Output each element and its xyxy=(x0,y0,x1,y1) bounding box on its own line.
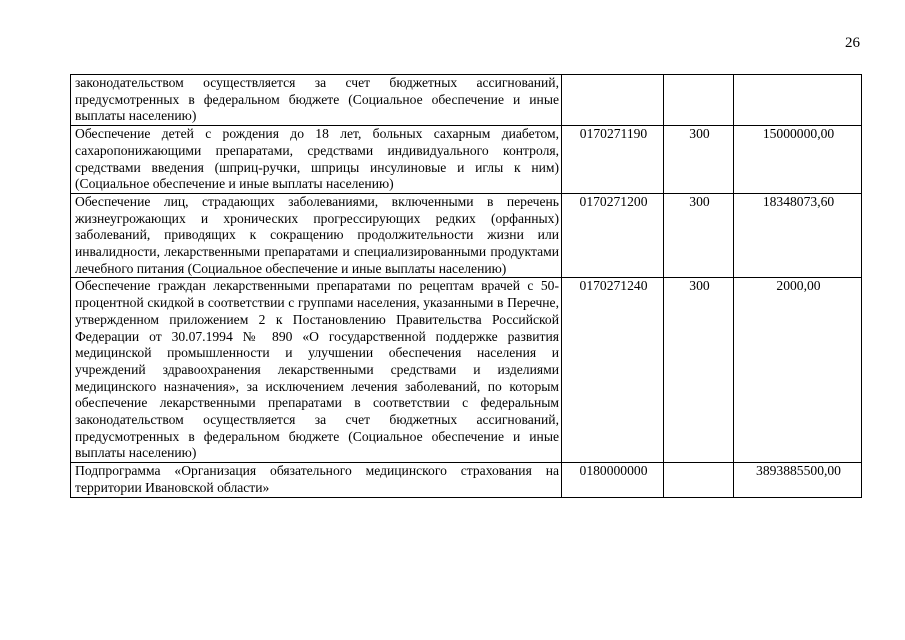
row-amount-cell: 3893885500,00 xyxy=(734,463,862,497)
row-name-cell: законодательством осуществляется за счет бюджетных ассигнований, предусмотренных в федеральном бюджете (Социальное обеспечение и иные выплаты населению) xyxy=(71,75,562,126)
row-code-cell: 0180000000 xyxy=(562,463,664,497)
row-expense-type-cell: 300 xyxy=(664,126,734,194)
row-name-cell: Обеспечение детей с рождения до 18 лет, больных сахарным диабетом, сахаропонижающими препаратами, средствами индивидуального контроля, средствами введения (шприц-ручки, шприцы инсулиновые и иглы к ним) (Социальное обеспечение и иные выплаты населению) xyxy=(71,126,562,194)
row-name-cell: Подпрограмма «Организация обязательного медицинского страхования на территории Ивановской области» xyxy=(71,463,562,497)
table-row xyxy=(71,463,862,497)
row-amount-cell: 15000000,00 xyxy=(734,126,862,194)
row-code-cell xyxy=(562,75,664,126)
row-expense-type-cell xyxy=(664,463,734,497)
budget-table xyxy=(70,74,862,498)
row-code-cell: 0170271200 xyxy=(562,193,664,278)
row-amount-cell xyxy=(734,75,862,126)
row-amount-cell: 2000,00 xyxy=(734,278,862,463)
row-expense-type-cell: 300 xyxy=(664,278,734,463)
row-code-cell: 0170271190 xyxy=(562,126,664,194)
table-row xyxy=(71,126,862,194)
table-row xyxy=(71,193,862,278)
table-row xyxy=(71,75,862,126)
page-number: 26 xyxy=(845,35,860,51)
row-amount-cell: 18348073,60 xyxy=(734,193,862,278)
table-row xyxy=(71,278,862,463)
row-name-cell: Обеспечение граждан лекарственными препаратами по рецептам врачей с 50-процентной скидкой в соответствии с группами населения, указанными в Перечне, утвержденном приложением 2 к Постановлению Правительства Российской Федерации от 30.07.1994 № 890 «О государственной поддержке развития медицинской промышленности и улучшении обеспечения населения и учреждений здравоохранения лекарственными средствами и изделиями медицинского назначения», за исключением лечения заболеваний, по которым обеспечение лекарственными препаратами в соответствии с федеральным законодательством осуществляется за счет бюджетных ассигнований, предусмотренных в федеральном бюджете (Социальное обеспечение и иные выплаты населению) xyxy=(71,278,562,463)
row-name-cell: Обеспечение лиц, страдающих заболеваниями, включенными в перечень жизнеугрожающих и хронических прогрессирующих редких (орфанных) заболеваний, приводящих к сокращению продолжительности жизни или инвалидности, лекарственными препаратами и специализированными продуктами лечебного питания (Социальное обеспечение и иные выплаты населению) xyxy=(71,193,562,278)
row-expense-type-cell: 300 xyxy=(664,193,734,278)
row-expense-type-cell xyxy=(664,75,734,126)
row-code-cell: 0170271240 xyxy=(562,278,664,463)
